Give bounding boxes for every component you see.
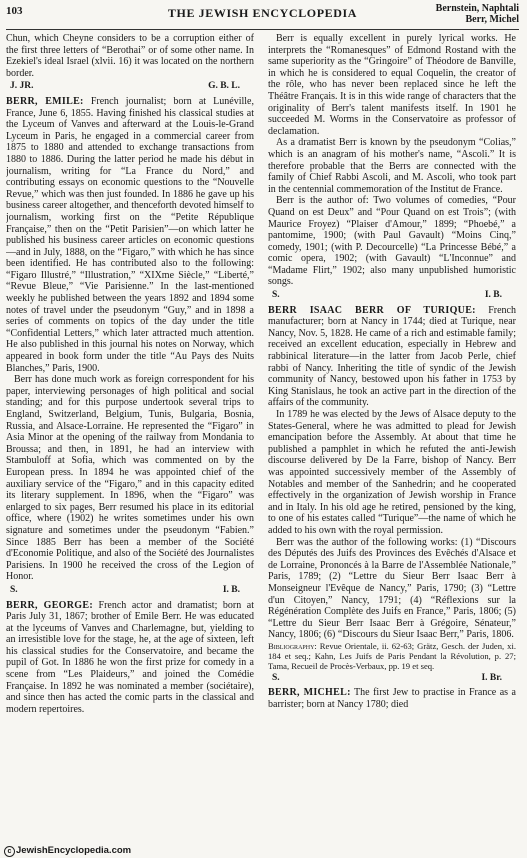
- paragraph: Chun, which Cheyne considers to be a corruption either of the first three letters of “Berothai” or of some other name. In Ezekiel's ideal Israel (xlvii. 16) it was located on the northern border.: [6, 33, 254, 79]
- paragraph: In 1789 he was elected by the Jews of Alsace deputy to the States-General, where he was admitted to plead for Jewish emancipation before the Assembly. At about that time he published a pamphlet in which he refuted the anti-Jewish discourse delivered by De la Farre, bishop of Nancy. Berr was appointed successively member of the Assembly of Notables and member of the Sanhedrin; and he cooperated effectively in the organization of Jewish worship in France and in Italy. In his old age he retired, pensioned by the king, to one of his estates called “Turique”—the name of which he added to his own with the royal permission.: [268, 409, 516, 536]
- article-berr-emile: [6, 96, 254, 374]
- paragraph: As a dramatist Berr is known by the pseudonym “Colias,” which is an anagram of his mother's name, “Ascoli.” It is therefore probable that the Berrs are connected with the family of Chief Rabbi Ascoli, and M. Ascoli, who took part in the centennial commemoration of the Institut de France.: [268, 137, 516, 195]
- paragraph: Berr was the author of the following works: (1) “Discours des Députés des Juifs des Provinces des Evêchés d'Alsace et de Lorraine, Prononcés à la Barre de l'Assemblée Nationale,” Paris, 1789; (2) “Lettre du Sieur Berr Isaac Berr à Monseigneur l'Evêque de Nancy,” Paris, 1790; (3) “Lettre d'un Citoyen,” Nancy, 1791; (4) “Réflexions sur la Régénération Complète des Juifs en France,” Paris, 1806; (5) “Lettre du Sieur Berr Isaac Berr à Grégoire, Sénateur,” Nancy, 1806; (6) “Discours du Sieur Isaac Berr,” Paris, 1806.: [268, 536, 516, 641]
- paragraph: French journalist; born at Lunéville, France, June 6, 1855. Having finished his classical studies at the Lyceum of Vanves and afterward at the Louis-le-Grand Lyceum in Paris, he engaged in a commercial career from 1875 to 1880 and attended to exchange transactions from 1880 to 1886. During the latter period he made his début in journalism, writing for “La France du Nord,” and contributing essays on economic questions to the “Nouvelle Revue,” which was then just founded. In 1886 he gave up his business career altogether, and thenceforth devoted himself to journalism, working first on the “Petite République Française,” then on the “Petit Parisien”—on which latter he published his business career articles on economic questions—and in July, 1888, on the “Figaro,” with which he has since been identified. He has contributed also to the following: “Figaro Illustré,” “Illustration,” “XIXme Siècle,” “Liberté,” “Revue Bleue,” “Vie Parisienne.” In the last-mentioned weekly he published between the years 1892 and 1894 some notes of travel under the pseudonym “Guy,” and in 1898 a series of comments on topics of the day under the title “Confidential Letters,” which later attracted much attention. He also published in this journal his notes on Norway, which appeared in book form under the title “Au Pays des Nuits Blanches,” Paris, 1900.: [6, 95, 254, 374]
- signature-code: S.: [10, 584, 18, 595]
- headword: BERR, EMILE:: [6, 95, 84, 107]
- signature-code: J. JR.: [10, 81, 34, 92]
- page-number: 103: [6, 5, 23, 17]
- signature-line: [6, 81, 254, 93]
- headword-range-end: Berr, Michel: [465, 14, 519, 25]
- signature-code: S.: [272, 672, 280, 683]
- signature-line: [268, 673, 516, 685]
- headword: BERR, MICHEL:: [268, 687, 351, 699]
- paragraph: French manufacturer; born at Nancy in 1744; died at Turique, near Nancy, Nov. 5, 1828. He came of a rich and estimable family; received an excellent education, especially in Hebrew and rabbinical literature—in the latter from Jacob Perle, chief rabbi of Nancy. Inheriting the title of syndic of the Jewish community of Nancy, bestowed upon his father in 1753 by King Stanislaus, he took an active part in the direction of the affairs of the community.: [268, 304, 516, 409]
- signature-line: [6, 585, 254, 597]
- right-column: [268, 33, 516, 841]
- bibliography: [268, 641, 516, 671]
- left-column: [6, 33, 254, 841]
- footer-watermark: [4, 845, 131, 857]
- copyright-icon: c: [4, 846, 15, 857]
- page-header: [6, 3, 519, 30]
- headword-range-start: Bernstein, Naphtali: [435, 3, 519, 14]
- signature-author: I. Br.: [481, 672, 502, 683]
- signature-line: [268, 290, 516, 302]
- article-berr-isaac-berr: [268, 305, 516, 409]
- signature-author: G. B. L.: [208, 81, 240, 92]
- article-berr-michel: [268, 687, 516, 710]
- paragraph: Berr has done much work as foreign correspondent for his paper, interviewing personages of high political and social standing; and for this purpose undertook several trips to England, Switzerland, Belgium, Tunis, Bulgaria, Bosnia, Russia, and Alsace-Lorraine. He represented the “Figaro” in Asia Minor at the opening of the railway from Mondania to Broussa; and then, in 1891, he had an interview with Stambuloff at Sofia, which was commented on by the European press. In 1894 he was appointed chief of the auxiliary service of the “Figaro,” and in this capacity edited its literary supplement. In 1896, when the “Figaro” was enlarged to six pages, Berr resumed his place in its editorial office, where (1902) he writes sometimes under his own signature and sometimes under the pseudonym “Fabien.” Since 1885 Berr has been a member of the Société d'Economie Politique, and also of the Société des Journalistes Parisiens. In 1900 he received the cross of the Legion of Honor.: [6, 374, 254, 583]
- bibliography-text: Revue Orientale, ii. 62-63; Grätz, Gesch. der Juden, xi. 184 et seq.; Kahn, Les Juifs de Paris Pendant la Révolution, p. 27; Tama, Recueil de Procès-Verbaux, pp. 19 et seq.: [268, 640, 516, 671]
- site-name: JewishEncyclopedia.com: [16, 845, 132, 856]
- paragraph: Berr is the author of: Two volumes of comedies, “Pour Quand on est Deux” and “Pour Quand on est Trois”; (with Maurice Froyez) “Plaiser d'Amour,” 1899; “Phoebé,” a pantomime, 1900; (with Paul Gavault) “Moins Cinq,” comedy, 1901; (with P. Decourcelle) “La Princesse Bébé,” a comic opera, 1902; (with Gavault) “L'Inconnue” and “Madame Flirt,” 1902; also many unpublished humoristic songs.: [268, 195, 516, 288]
- running-headwords: [436, 3, 519, 25]
- paragraph: The first Jew to practise in France as a barrister; born at Nancy 1780; died: [268, 687, 516, 711]
- bibliography-label: Bibliography:: [268, 640, 317, 651]
- headword: BERR, GEORGE:: [6, 599, 93, 611]
- running-title: THE JEWISH ENCYCLOPEDIA: [167, 6, 358, 20]
- signature-author: I. B.: [222, 584, 240, 595]
- signature-author: I. B.: [484, 290, 502, 301]
- article-berr-george: [6, 600, 254, 716]
- signature-code: S.: [272, 290, 280, 301]
- headword: BERR ISAAC BERR OF TURIQUE:: [268, 304, 476, 316]
- paragraph: French actor and dramatist; born at Paris July 31, 1867; brother of Emile Berr. He was educated at the lyceums of Vanves and Charlemagne, but, yielding to an irresistible love for the stage, he, at the age of sixteen, left his classical studies for the Conservatoire, and became the pupil of Got. In 1886 he won the first prize for comedy in a scene from “Les Plaideurs,” and joined the Comédie Française. In 1892 he was nominated a member (sociétaire), and since then has acted the comic parts in the classical and modern repertoires.: [6, 599, 254, 715]
- paragraph: Berr is equally excellent in purely lyrical works. He interprets the “Romanesques” of Edmond Rostand with the same superiority as the “Gringoire” of Théodore de Banville, in which he is considered to equal Coquelin, the creator of the rôle, who has never been replaced since he left the Théâtre Français. It is in this wide range of characters that the originality of Berr's talent manifests itself. In 1901 he succeeded M. Worms in the Conservatoire as professor of declamation.: [268, 33, 516, 137]
